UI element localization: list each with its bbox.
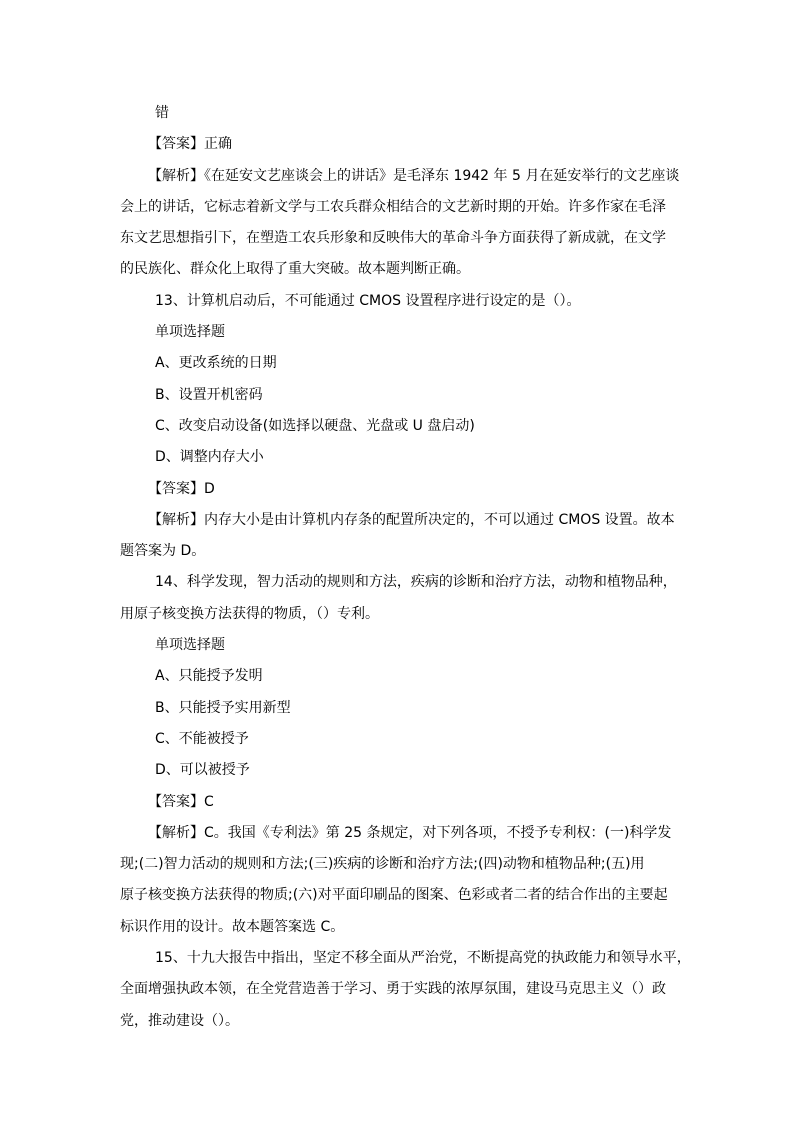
- text-line: 单项选择题: [155, 324, 225, 341]
- paragraph: [120, 787, 680, 818]
- paragraph: [120, 380, 680, 411]
- paragraph: [120, 724, 680, 755]
- paragraph: [120, 693, 680, 724]
- text-line: 【答案】正确: [148, 136, 232, 153]
- text-line: 党，推动建设（）。: [120, 1012, 239, 1029]
- paragraph: [120, 161, 680, 286]
- paragraph: [120, 505, 680, 568]
- text-line: 14、科学发现，智力活动的规则和方法，疾病的诊断和治疗方法，动物和植物品种，: [155, 574, 677, 591]
- text-line: 错: [155, 105, 169, 121]
- paragraph: [120, 818, 680, 943]
- text-line: A、只能授予发明: [155, 668, 263, 685]
- text-line: C、改变启动设备(如选择以硬盘、光盘或 U 盘启动): [155, 417, 475, 434]
- text-line: 【解析】内存大小是由计算机内存条的配置所决定的，不可以通过 CMOS 设置。故本: [148, 511, 675, 528]
- text-line: 的民族化、群众化上取得了重大突破。故本题判断正确。: [120, 261, 470, 278]
- text-line: A、更改系统的日期: [155, 355, 277, 372]
- text-line: 【答案】C: [148, 793, 214, 810]
- paragraph: [120, 317, 680, 348]
- text-line: B、只能授予实用新型: [155, 699, 291, 716]
- text-line: 15、十九大报告中指出，坚定不移全面从严治党，不断提高党的执政能力和领导水平，: [155, 950, 691, 967]
- paragraph: [120, 98, 680, 129]
- text-line: 【解析】C。我国《专利法》第 25 条规定，对下列各项，不授予专利权：(一)科学发: [148, 824, 672, 841]
- paragraph: [120, 442, 680, 473]
- text-line: 13、计算机启动后，不可能通过 CMOS 设置程序进行设定的是（）。: [155, 292, 581, 309]
- text-line: C、不能被授予: [155, 730, 249, 747]
- paragraph: [120, 348, 680, 379]
- paragraph: [120, 567, 680, 630]
- text-line: 题答案为 D。: [120, 543, 206, 560]
- paragraph: [120, 411, 680, 442]
- text-line: 东文艺思想指引下，在塑造工农兵形象和反映伟大的革命斗争方面获得了新成就，在文学: [120, 230, 666, 247]
- text-line: 标识作用的设计。故本题答案选 C。: [120, 918, 345, 935]
- paragraph: [120, 630, 680, 661]
- text-line: D、可以被授予: [155, 762, 250, 779]
- paragraph: [120, 474, 680, 505]
- text-line: 原子核变换方法获得的物质;(六)对平面印刷品的图案、色彩或者二者的结合作出的主要起: [120, 887, 668, 904]
- text-line: 单项选择题: [155, 637, 225, 654]
- text-line: B、设置开机密码: [155, 386, 263, 403]
- text-line: 用原子核变换方法获得的物质，（）专利。: [120, 605, 379, 622]
- paragraph: [120, 943, 691, 1037]
- paragraph: [120, 129, 680, 160]
- paragraph: [120, 661, 680, 692]
- paragraph: [120, 286, 680, 317]
- paragraph: [120, 755, 680, 786]
- document-body: [120, 98, 691, 1037]
- text-line: 全面增强执政本领，在全党营造善于学习、勇于实践的浓厚氛围，建设马克思主义（）政: [120, 981, 666, 998]
- text-line: D、调整内存大小: [155, 449, 264, 466]
- text-line: 现;(二)智力活动的规则和方法;(三)疾病的诊断和治疗方法;(四)动物和植物品种;(五)用: [120, 856, 645, 873]
- text-line: 【解析】《在延安文艺座谈会上的讲话》是毛泽东 1942 年 5 月在延安举行的文艺座谈: [148, 167, 680, 184]
- text-line: 【答案】D: [148, 480, 215, 497]
- text-line: 会上的讲话，它标志着新文学与工农兵群众相结合的文艺新时期的开始。许多作家在毛泽: [120, 198, 666, 215]
